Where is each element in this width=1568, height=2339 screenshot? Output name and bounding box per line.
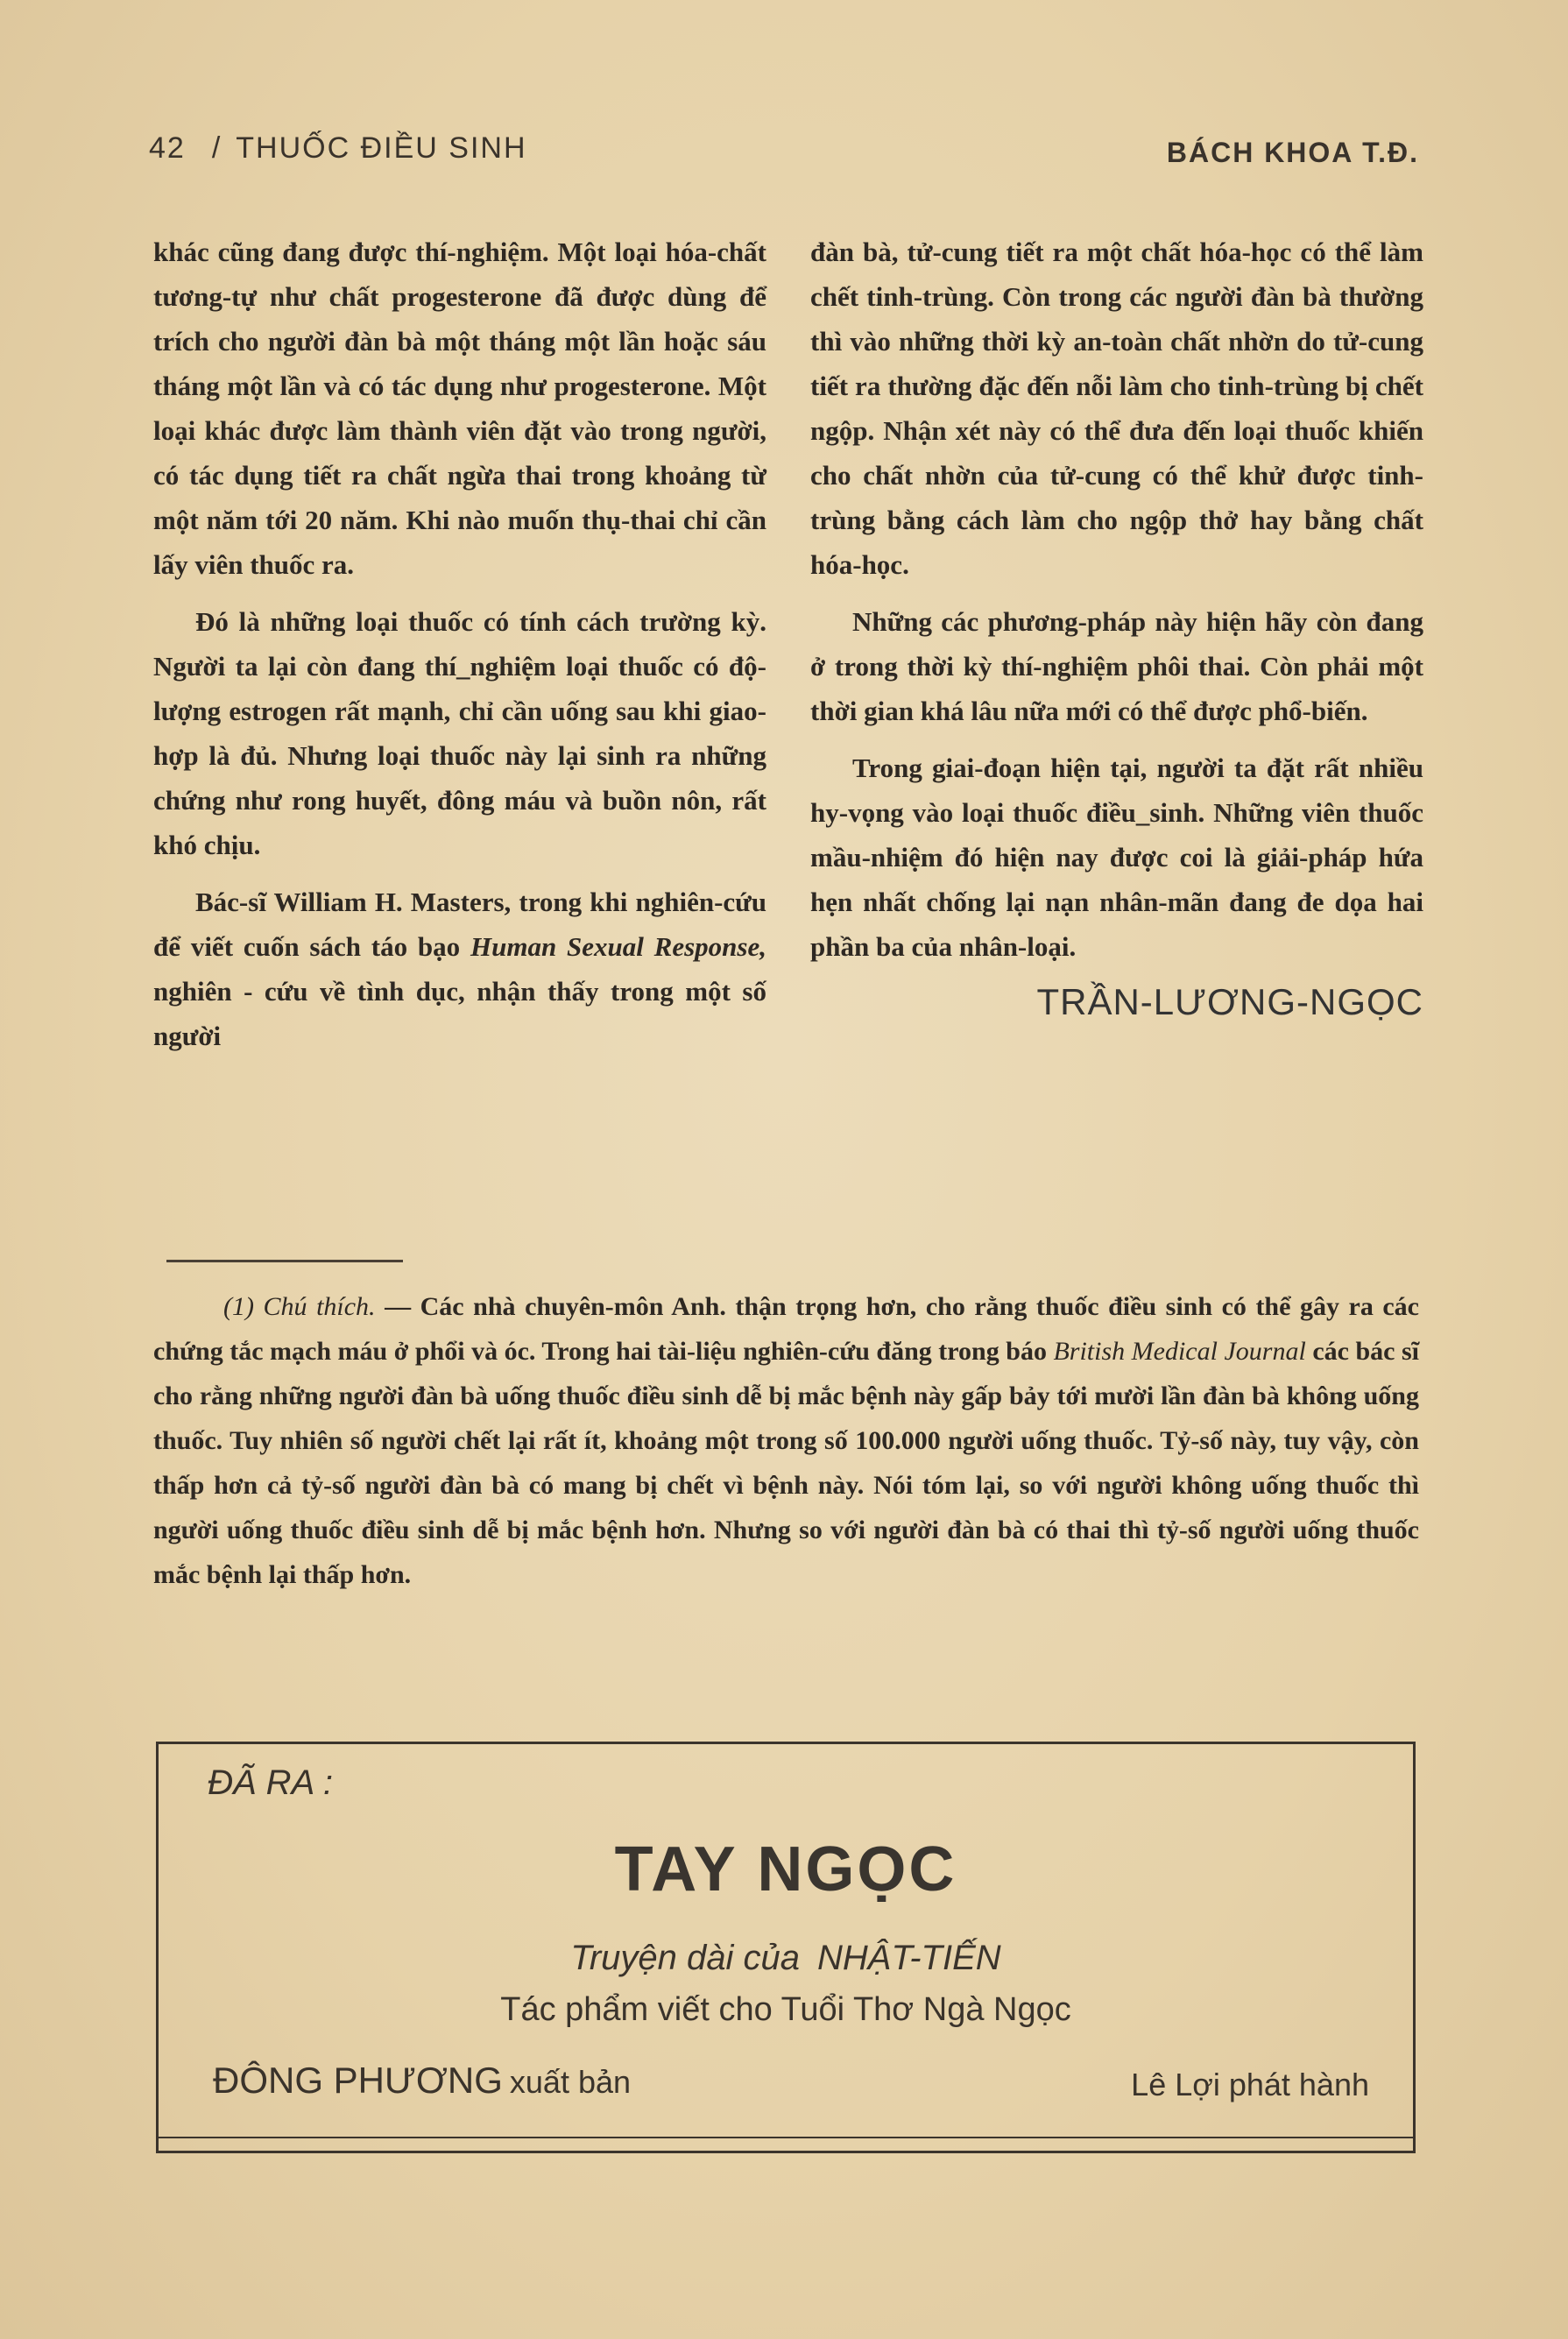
book-subtitle <box>159 1939 1413 1978</box>
article-right-column <box>810 230 1423 1024</box>
paragraph-text: nghiên - cứu về tình dục, nhận thấy trong một số người <box>153 976 766 1051</box>
ad-label: ĐÃ RA : <box>208 1763 333 1802</box>
footnote-divider <box>166 1260 403 1262</box>
journal-title: British Medical Journal <box>1053 1337 1306 1366</box>
article-paragraph: đàn bà, tử-cung tiết ra một chất hóa-học có thể làm chết tinh-trùng. Còn trong các người đàn bà thường thì vào những thời kỳ an-toàn chất nhờn do tử-cung tiết ra thường đặc đến nỗi làm cho tinh-trùng bị chết ngộp. Nhận xét này có thể đưa đến loại thuốc khiến cho chất nhờn của tử-cung có thể khử được tinh-trùng bằng cách làm cho ngộp thở hay bằng chất hóa-học. <box>810 237 1423 580</box>
publisher-suffix: xuất bản <box>509 2064 632 2100</box>
page-number: 42 <box>149 131 186 165</box>
distributor: Lê Lợi phát hành <box>1131 2067 1369 2102</box>
article-paragraph: Những các phương-pháp này hiện hãy còn đang ở trong thời kỳ thí-nghiệm phôi thai. Còn phải một thời gian khá lâu nữa mới có thể được phổ-biến. <box>810 606 1423 726</box>
article-paragraph: Trong giai-đoạn hiện tại, người ta đặt rất nhiều hy-vọng vào loại thuốc điều_sinh. Những viên thuốc mầu-nhiệm đó hiện nay được coi là giải-pháp hứa hẹn nhất chống lại nạn nhân-mãn đang đe dọa hai phần ba của nhân-loại. <box>810 753 1423 962</box>
publisher <box>213 2060 631 2102</box>
book-tagline: Tác phẩm viết cho Tuổi Thơ Ngà Ngọc <box>500 1991 1071 2028</box>
article-paragraph: Đó là những loại thuốc có tính cách trường kỳ. Người ta lại còn đang thí_nghiệm loại thuốc có độ-lượng estrogen rất mạnh, chỉ cần uống sau khi giao-hợp là đủ. Nhưng loại thuốc này lại sinh ra những chứng như rong huyết, đông máu và buồn nôn, rất khó chịu. <box>153 606 766 860</box>
paragraph-text: Bác-sĩ William H. Masters, trong khi nghiên-cứu để viết cuốn sách táo bạo <box>153 887 766 962</box>
section-title: THUỐC ĐIỀU SINH <box>236 131 527 165</box>
footnote-text: các bác sĩ cho rằng những người đàn bà uống thuốc điều sinh dễ bị mắc bệnh này gấp bảy tới mười lần đàn bà không uống thuốc. Tuy nhiên số người chết lại rất ít, khoảng một trong số 100.000 người uống thuốc. Tỷ-số này, tuy vậy, còn thấp hơn cả tỷ-số người đàn bà có mang bị chết vì bệnh này. Nói tóm lại, so với người không uống thuốc thì người uống thuốc điều sinh dễ bị mắc bệnh hơn. Nhưng so với người đàn bà có thai thì tỷ-số người uống thuốc mắc bệnh lại thấp hơn. <box>153 1337 1420 1589</box>
running-header <box>149 131 1419 175</box>
book-title: Human Sexual Response, <box>470 931 766 962</box>
footnote-label: (1) Chú thích. <box>223 1292 376 1321</box>
subtitle-prefix: Truyện dài của <box>570 1939 800 1977</box>
article-left-column <box>153 230 766 1071</box>
publisher-name: ĐÔNG PHƯƠNG <box>213 2060 503 2101</box>
header-separator: / <box>211 131 222 165</box>
header-left <box>149 131 527 166</box>
author-byline: TRẦN-LƯƠNG-NGỌC <box>1036 981 1423 1022</box>
footnote <box>153 1284 1419 1597</box>
footnote-text: — Các nhà chuyên-môn Anh. thận trọng hơn, cho rằng thuốc điều sinh có thể gây ra các chứng tắc mạch máu ở phổi và óc. Trong hai tài-liệu nghiên-cứu đăng trong báo <box>153 1292 1419 1366</box>
book-title: TAY NGỌC <box>614 1834 957 1904</box>
article-paragraph: khác cũng đang được thí-nghiệm. Một loại hóa-chất tương-tự như chất progesterone đã được dùng để trích cho người đàn bà một tháng một lần hoặc sáu tháng một lần và có tác dụng như progesterone. Một loại khác được làm thành viên đặt vào trong người, có tác dụng tiết ra chất ngừa thai trong khoảng từ một năm tới 20 năm. Khi nào muốn thụ-thai chỉ cần lấy viên thuốc ra. <box>153 237 766 580</box>
book-advertisement <box>156 1742 1416 2153</box>
publication-name: BÁCH KHOA T.Đ. <box>1166 137 1419 168</box>
book-author: NHẬT-TIẾN <box>816 1939 1001 1977</box>
article-paragraph <box>153 880 766 1058</box>
ad-bottom-rule <box>159 2137 1413 2138</box>
